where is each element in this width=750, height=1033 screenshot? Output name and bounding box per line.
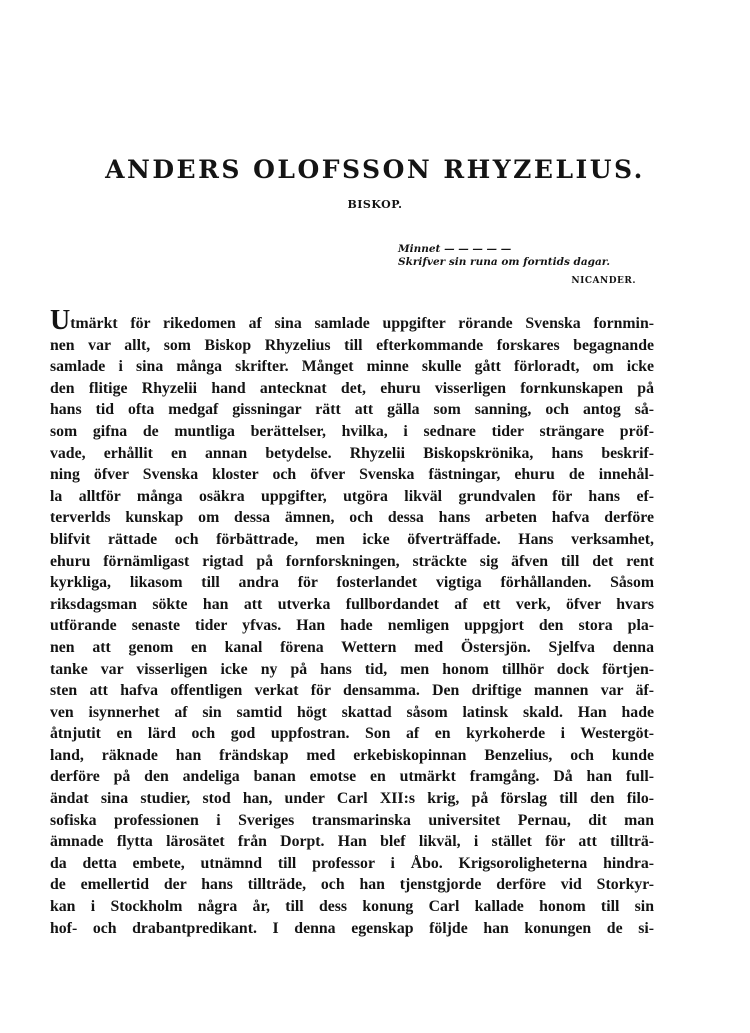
text-line-content: tmärkt för rikedomen af sina samlade uppgifter rörande Svenska fornmin- — [70, 315, 654, 332]
text-line: nen var allt, som Biskop Rhyzelius till efterkommande forskares begagnande — [50, 336, 654, 354]
text-line: terverlds kunskap om dessa ämnen, och dessa hans arbeten hafva derföre — [50, 509, 654, 527]
text-line: ändat sina studier, stod han, under Carl XII:s krig, på förslag till den filo- — [50, 790, 654, 808]
text-line: sten att hafva offentligen verkat för densamma. Den driftige mannen var äf- — [50, 682, 654, 700]
text-line: samlade i sina många skrifter. Månget minne skulle gått förloradt, om icke — [50, 358, 654, 376]
text-line: da detta embete, utnämnd till professor i Åbo. Krigsoroligheterna hindra- — [50, 854, 654, 872]
body-text — [50, 305, 654, 939]
text-line: utförande senaste tider yfvas. Han hade nemligen uppgjort den stora pla- — [50, 617, 654, 635]
text-line: sofiska professionen i Sveriges transmarinska universitet Pernau, dit man — [50, 811, 654, 829]
text-line: blifvit rättade och förbättrade, men icke öfverträffade. Hans verksamhet, — [50, 530, 654, 548]
drop-cap: U — [50, 305, 71, 336]
text-line: den flitige Rhyzelii hand antecknat det, ehuru visserligen fornkunskapen på — [50, 379, 654, 397]
epigraph-attribution: NICANDER. — [571, 276, 636, 286]
text-line: ehuru förnämligast rigtad på fornforskningen, sträckte sig äfven till det rent — [50, 552, 654, 570]
text-line: hof- och drabantpredikant. I denna egenskap följde han konungen de si- — [50, 919, 654, 937]
text-line: la alltför många osäkra uppgifter, utgöra likväl grundvalen för hans ef- — [50, 487, 654, 505]
text-line: riksdagsman sökte han att utverka fullbordandet af ett verk, öfver hvars — [50, 595, 654, 613]
epigraph-line: Minnet — — — — — — [398, 243, 512, 255]
text-line: hans tid ofta medgaf gissningar rätt att gälla som sanning, och antog så- — [50, 401, 654, 419]
text-line: kan i Stockholm några år, till dess konung Carl kallade honom till sin — [50, 898, 654, 916]
text-line: vade, erhållit en annan betydelse. Rhyzelii Biskopskrönika, hans beskrif- — [50, 444, 654, 462]
page-subtitle: BISKOP. — [347, 198, 403, 211]
text-line: ven isynnerhet af sin samtid högt skattad såsom latinsk skald. Han hade — [50, 703, 654, 721]
text-line: ning öfver Svenska kloster och öfver Svenska fästningar, ehuru de innehål- — [50, 466, 654, 484]
epigraph-line: Skrifver sin runa om forntids dagar. — [398, 256, 611, 268]
text-line: de emellertid der hans tillträde, och han tjenstgjorde derföre vid Storkyr- — [50, 876, 654, 894]
epigraph — [398, 243, 638, 288]
text-line: åtnjutit en lärd och god uppfostran. Son af en kyrkoherde i Westergöt- — [50, 725, 654, 743]
text-line — [50, 305, 654, 336]
text-line: derföre på den andeliga banan emotse en utmärkt framgång. Då han full- — [50, 768, 654, 786]
text-line: ämnade flytta lärosätet från Dorpt. Han blef likväl, i stället för att tillträ- — [50, 833, 654, 851]
text-line: tanke var visserligen icke ny på hans tid, men honom tillhör dock förtjen- — [50, 660, 654, 678]
text-line: land, räknade han frändskap med erkebiskopinnan Benzelius, och kunde — [50, 746, 654, 764]
text-line: kyrkliga, likasom till andra för fosterlandet vigtiga förhållanden. Såsom — [50, 574, 654, 592]
page-title: ANDERS OLOFSSON RHYZELIUS. — [105, 155, 645, 184]
text-line: nen att genom en kanal förena Wettern med Östersjön. Sjelfva denna — [50, 638, 654, 656]
text-line: som gifna de muntliga berättelser, hvilka, i sednare tider strängare pröf- — [50, 422, 654, 440]
